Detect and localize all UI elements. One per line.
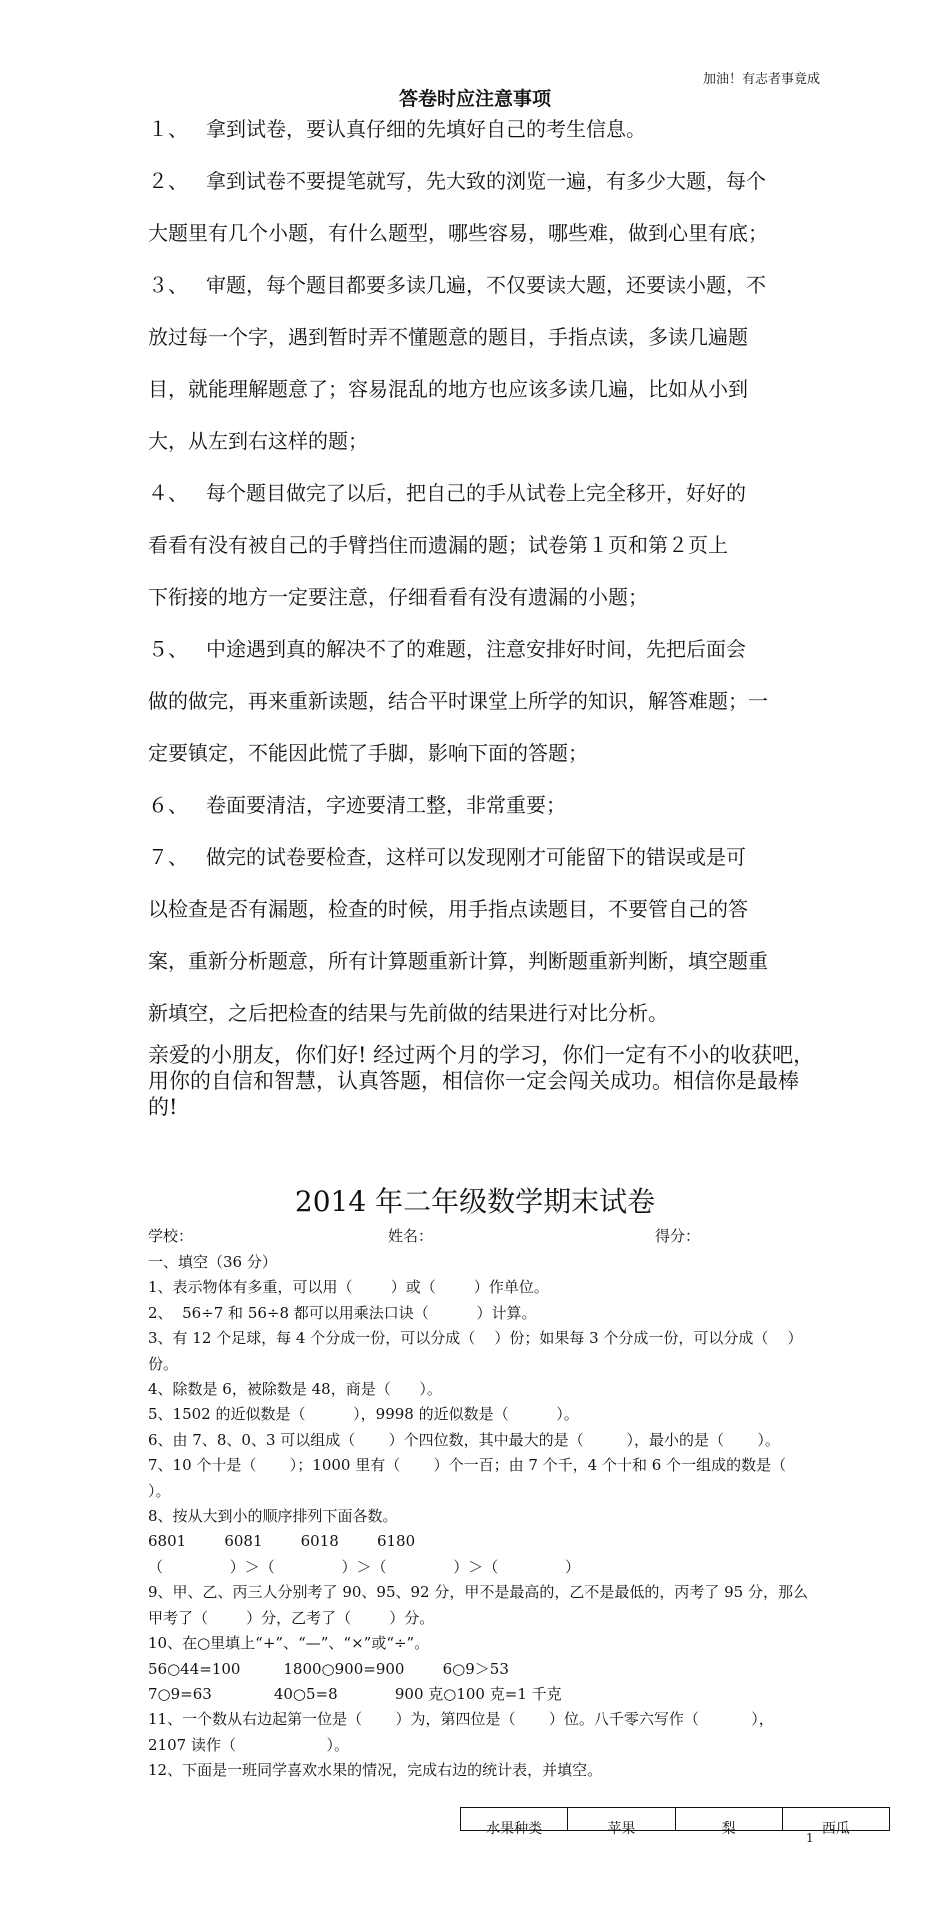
question-line: 7○9=63 40○5=8 900 克○100 克=1 千克 — [148, 1684, 562, 1703]
notice-line — [148, 987, 818, 1039]
question-line: 11、一个数从右边起第一位是（ ）为，第四位是（ ）位。八千零六写作（ ）， — [148, 1710, 774, 1729]
question-line: 9、甲、乙、丙三人分别考了 90、95、92 分，甲不是最高的，乙不是最低的，丙考了 95 分，那么 — [148, 1583, 808, 1602]
question-line: 3、有 12 个足球，每 4 个分成一份，可以分成（ ）份；如果每 3 个分成一份，可以分成（ ） — [148, 1329, 803, 1348]
question-line: 2107 读作（ ）。 — [148, 1735, 350, 1754]
table-header-cell: 水果种类 — [461, 1808, 568, 1830]
page-number: 1 — [806, 1831, 814, 1845]
question-line: 1、表示物体有多重，可以用（ ）或（ ）作单位。 — [148, 1278, 549, 1297]
notice-text: 做的做完，再来重新读题，结合平时课堂上所学的知识，解答难题；一 — [148, 689, 768, 713]
notice-line — [148, 831, 818, 883]
notice-text: 中途遇到真的解决不了的难题，注意安排好时间，先把后面会 — [206, 637, 746, 661]
question-line: 56○44=100 1800○900=900 6○9＞53 — [148, 1659, 509, 1678]
question-line: 一、填空（36 分） — [148, 1253, 277, 1271]
notice-line — [148, 103, 818, 155]
greeting-text: 亲爱的小朋友，你们好! 经过两个月的学习，你们一定有不小的收获吧，用你的自信和智慧，认真答题，相信你一定会闯关成功。相信你是最棒的! — [148, 1043, 815, 1119]
notice-text: 定要镇定，不能因此慌了手脚，影响下面的答题； — [148, 741, 588, 765]
notice-line — [148, 259, 818, 311]
notice-text: 以检查是否有漏题，检查的时候，用手指点读题目，不要管自己的答 — [148, 897, 748, 921]
question-line: 6、由 7、8、0、3 可以组成（ ）个四位数，其中最大的是（ ），最小的是（ ）。 — [148, 1430, 780, 1449]
score-label: 得分： — [655, 1227, 701, 1245]
notice-line — [148, 155, 818, 207]
question-line: 8、按从大到小的顺序排列下面各数。 — [148, 1507, 398, 1526]
question-line: 2、 56÷7 和 56÷8 都可以用乘法口诀（ ）计算。 — [148, 1303, 537, 1322]
notice-text: 每个题目做完了以后，把自己的手从试卷上完全移开，好好的 — [206, 481, 746, 505]
notice-text: 大，从左到右这样的题； — [148, 429, 368, 453]
notice-line — [148, 935, 818, 987]
notice-line — [148, 883, 818, 935]
student-info-row — [148, 1225, 808, 1247]
table-header-cell: 梨 — [676, 1808, 783, 1830]
question-list — [148, 1250, 828, 1784]
notice-number: ５、 — [148, 637, 188, 661]
notice-line — [148, 571, 818, 623]
header-motto: 加油！有志者事竟成 — [702, 72, 820, 87]
notice-list — [148, 103, 818, 1039]
notice-line — [148, 675, 818, 727]
notice-text: 大题里有几个小题，有什么题型，哪些容易，哪些难，做到心里有底； — [148, 221, 768, 245]
notice-number: ６、 — [148, 793, 188, 817]
notice-line — [148, 623, 818, 675]
notice-text: 目，就能理解题意了；容易混乱的地方也应该多读几遍，比如从小到 — [148, 377, 748, 401]
question-line: 10、在○里填上“+”、“—”、“×”或“÷”。 — [148, 1634, 430, 1653]
notice-text: 做完的试卷要检查，这样可以发现刚才可能留下的错误或是可 — [206, 845, 746, 869]
notice-text: 拿到试卷，要认真仔细的先填好自己的考生信息。 — [206, 117, 646, 141]
question-line: 4、除数是 6，被除数是 48，商是（ ）。 — [148, 1380, 442, 1399]
notice-number: ３、 — [148, 273, 188, 297]
table-header-cell: 苹果 — [568, 1808, 675, 1830]
notice-number: ４、 — [148, 481, 188, 505]
notice-text: 新填空，之后把检查的结果与先前做的结果进行对比分析。 — [148, 1001, 668, 1025]
notice-line — [148, 467, 818, 519]
question-line: 份。 — [148, 1354, 179, 1373]
notice-text: 审题，每个题目都要多读几遍，不仅要读大题，还要读小题，不 — [206, 273, 766, 297]
fruit-stats-table — [460, 1807, 890, 1837]
school-label: 学校： — [148, 1227, 194, 1245]
notice-line — [148, 415, 818, 467]
notice-line — [148, 311, 818, 363]
name-label: 姓名： — [388, 1227, 434, 1245]
question-line: 6801 6081 6018 6180 — [148, 1532, 416, 1551]
question-line: ）。 — [148, 1481, 171, 1500]
question-line: 5、1502 的近似数是（ ），9998 的近似数是（ ）。 — [148, 1405, 579, 1424]
notice-text: 看看有没有被自己的手臂挡住而遗漏的题；试卷第１页和第２页上 — [148, 533, 728, 557]
notice-line — [148, 363, 818, 415]
question-line: 7、10 个十是（ ）；1000 里有（ ）个一百；由 7 个千，4 个十和 6 个一组成的数是（ — [148, 1456, 787, 1475]
notice-text: 放过每一个字，遇到暂时弄不懂题意的题目，手指点读，多读几遍题 — [148, 325, 748, 349]
notice-number: ２、 — [148, 169, 188, 193]
notice-line — [148, 779, 818, 831]
notice-text: 案，重新分析题意，所有计算题重新计算，判断题重新判断，填空题重 — [148, 949, 768, 973]
notice-line — [148, 519, 818, 571]
notice-text: 拿到试卷不要提笔就写，先大致的浏览一遍，有多少大题，每个 — [206, 169, 766, 193]
notice-text: 下衔接的地方一定要注意，仔细看看有没有遗漏的小题； — [148, 585, 648, 609]
notice-text: 卷面要清洁，字迹要清工整，非常重要； — [206, 793, 566, 817]
exam-title: 2014 年二年级数学期末试卷 — [294, 1185, 656, 1218]
notice-title: 答卷时应注意事项 — [398, 88, 551, 110]
table-header-cell: 西瓜 — [821, 1821, 850, 1837]
question-line: （ ）＞（ ）＞（ ）＞（ ） — [148, 1557, 581, 1576]
notice-number: ７、 — [148, 845, 188, 869]
notice-line — [148, 727, 818, 779]
notice-line — [148, 207, 818, 259]
question-line: 12、下面是一班同学喜欢水果的情况，完成右边的统计表，并填空。 — [148, 1761, 603, 1780]
question-line: 甲考了（ ）分，乙考了（ ）分。 — [148, 1608, 435, 1627]
notice-number: １、 — [148, 117, 188, 141]
